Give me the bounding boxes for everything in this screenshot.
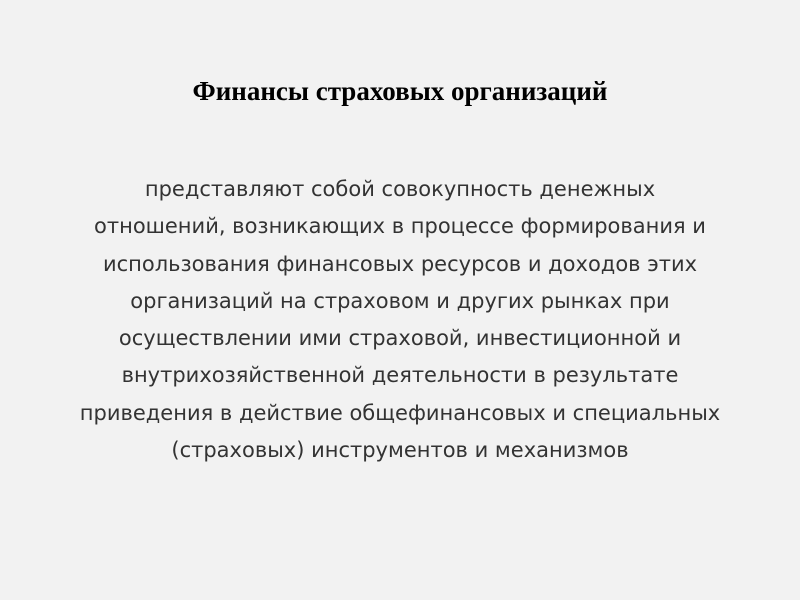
slide-title: Финансы страховых организаций [192,76,608,106]
definition-text [0,171,800,469]
definition-line: отношений, возникающих в процессе формирования и [94,214,706,239]
definition-line: внутрихозяйственной деятельности в результате [121,363,679,388]
definition-line: использования финансовых ресурсов и доходов этих [102,251,698,276]
definition-line: осуществлении ими страховой, инвестиционной и [118,326,682,351]
definition-line: представляют собой совокупность денежных [144,177,656,201]
definition-line: (страховых) инструментов и механизмов [171,438,629,463]
definition-line: приведения в действие общефинансовых и специальных [79,400,721,425]
definition-line: организаций на страховом и других рынках при [130,288,670,313]
